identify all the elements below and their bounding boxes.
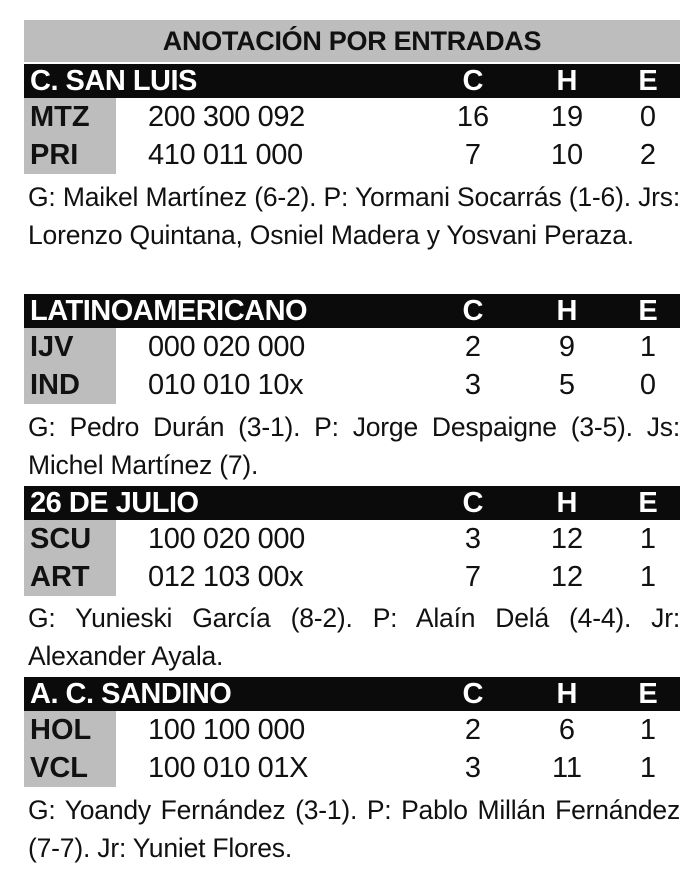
team-row (24, 98, 680, 136)
team-row (24, 711, 680, 749)
runs-value: 3 (464, 752, 482, 784)
inning-line: 200 300 092 (148, 101, 305, 133)
errors-header: E (638, 678, 658, 710)
hits-value: 6 (558, 714, 576, 746)
runs-value: 7 (464, 561, 482, 593)
team-abbr: HOL (24, 711, 116, 749)
runs-value: 2 (464, 331, 482, 363)
hits-value: 19 (550, 101, 584, 133)
team-row (24, 749, 680, 787)
hits-value: 12 (550, 561, 584, 593)
runs-value: 3 (464, 523, 482, 555)
errors-header: E (638, 295, 658, 327)
errors-value: 0 (639, 101, 657, 133)
errors-value: 1 (639, 331, 657, 363)
team-row (24, 328, 680, 366)
inning-line: 012 103 00x (148, 561, 304, 593)
game-box-score (24, 486, 680, 596)
team-abbr: SCU (24, 520, 116, 558)
stadium-name: A. C. SANDINO (30, 678, 232, 710)
errors-value: 1 (639, 752, 657, 784)
inning-line: 010 010 10x (148, 369, 304, 401)
runs-value: 2 (464, 714, 482, 746)
hits-value: 12 (550, 523, 584, 555)
runs-value: 7 (464, 139, 482, 171)
team-abbr: IJV (24, 328, 116, 366)
team-row (24, 520, 680, 558)
game-header (24, 486, 680, 520)
stadium-name: C. SAN LUIS (30, 65, 197, 97)
team-row (24, 558, 680, 596)
game-notes: G: Yunieski García (8-2). P: Alaín Delá (4-4). Jr: Alexander Ayala. (28, 603, 680, 671)
stadium-name: 26 DE JULIO (30, 487, 199, 519)
game-header (24, 64, 680, 98)
game-header (24, 294, 680, 328)
team-row (24, 136, 680, 174)
game-box-score (24, 64, 680, 174)
inning-line: 100 100 000 (148, 714, 305, 746)
inning-line: 100 010 01X (148, 752, 309, 784)
team-abbr: VCL (24, 749, 116, 787)
game-notes: G: Maikel Martínez (6-2). P: Yormani Socarrás (1-6). Jrs: Lorenzo Quintana, Osniel Madera y Yosvani Peraza. (28, 182, 680, 250)
page-title: ANOTACIÓN POR ENTRADAS (24, 20, 680, 62)
errors-header: E (638, 487, 658, 519)
game-box-score (24, 677, 680, 787)
team-abbr: PRI (24, 136, 116, 174)
inning-line: 410 011 000 (148, 139, 303, 171)
hits-header: H (556, 487, 578, 519)
hits-value: 5 (558, 369, 576, 401)
game-notes: G: Yoandy Fernández (3-1). P: Pablo Millán Fernández (7-7). Jr: Yuniet Flores. (28, 795, 680, 863)
errors-header: E (638, 65, 658, 97)
stadium-name: LATINOAMERICANO (30, 295, 308, 327)
runs-header: C (462, 65, 484, 97)
runs-value: 16 (456, 101, 490, 133)
errors-value: 1 (639, 714, 657, 746)
game-box-score (24, 294, 680, 404)
team-abbr: IND (24, 366, 116, 404)
runs-value: 3 (464, 369, 482, 401)
team-abbr: ART (24, 558, 116, 596)
runs-header: C (462, 295, 484, 327)
game-notes: G: Pedro Durán (3-1). P: Jorge Despaigne (3-5). Js: Michel Martínez (7). (28, 412, 680, 480)
errors-value: 0 (639, 369, 657, 401)
runs-header: C (462, 487, 484, 519)
hits-value: 9 (558, 331, 576, 363)
runs-header: C (462, 678, 484, 710)
errors-value: 2 (639, 139, 657, 171)
game-header (24, 677, 680, 711)
inning-line: 000 020 000 (148, 331, 305, 363)
inning-line: 100 020 000 (148, 523, 305, 555)
hits-value: 11 (551, 752, 583, 784)
errors-value: 1 (639, 561, 657, 593)
hits-header: H (556, 65, 578, 97)
hits-header: H (556, 678, 578, 710)
team-abbr: MTZ (24, 98, 116, 136)
errors-value: 1 (639, 523, 657, 555)
hits-value: 10 (550, 139, 584, 171)
team-row (24, 366, 680, 404)
hits-header: H (556, 295, 578, 327)
